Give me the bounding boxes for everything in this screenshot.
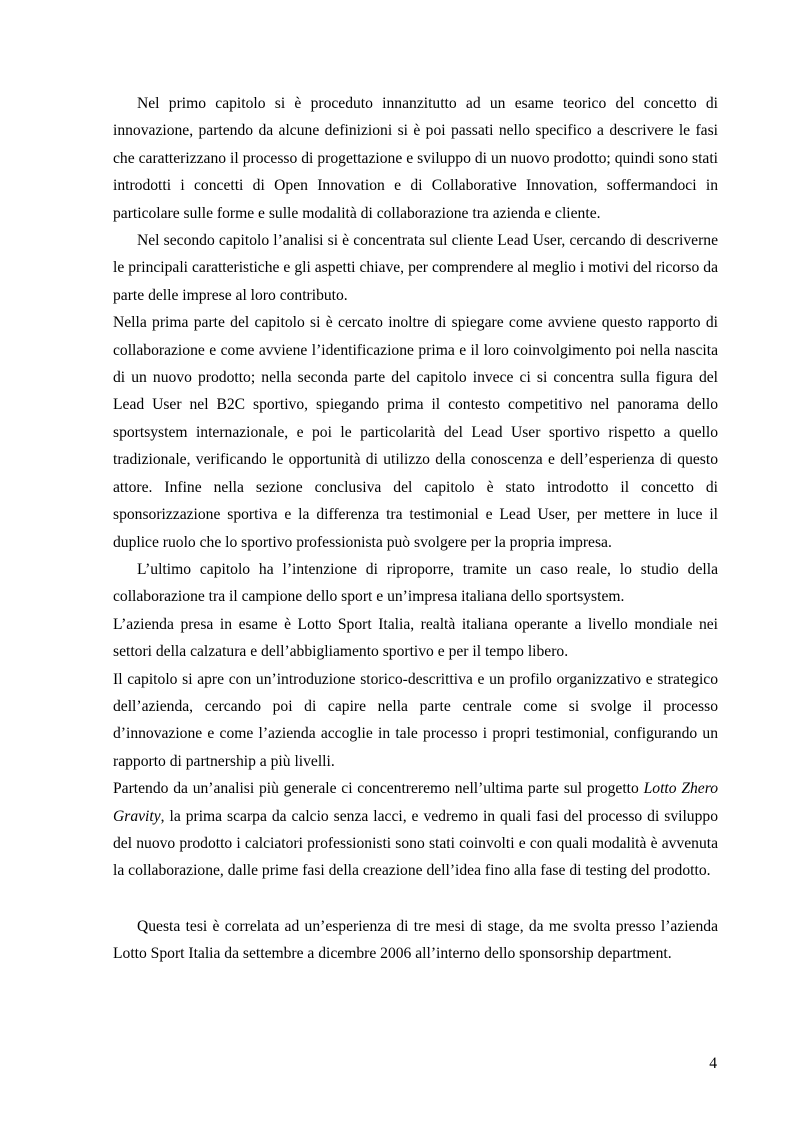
paragraph-chapter-structure: Il capitolo si apre con un’introduzione storico-descrittiva e un profilo organizzativo e strategico dell’azienda, cercando poi di capire nella parte centrale come si svolge il processo d’innovazione e come l’azienda accoglie in tale processo i propri testimonial, configurando un rapporto di partnership a più livelli. [113, 670, 718, 770]
project-name: Lotto Zhero Gravity [113, 780, 718, 825]
page-number: 4 [709, 1055, 717, 1072]
paragraph-chapter-one: Nel primo capitolo si è proceduto innanzitutto ad un esame teorico del concetto di innovazione, partendo da alcune definizioni si è poi passati nello specifico a descrivere le fasi che caratterizzano il processo di progettazione e sviluppo di un nuovo prodotto; quindi sono stati introdotti i concetti di Open Innovation e di Collaborative Innovation, soffermandoci in particolare sulle forme e sulle modalità di collaborazione tra azienda e cliente. [113, 95, 718, 222]
paragraph-project-rest: , la prima scarpa da calcio senza lacci, e vedremo in quali fasi del processo di sviluppo del nuovo prodotto i calciatori professionisti sono stati coinvolti e con quali modalità è avvenuta la collaborazione, dalle prime fasi della creazione dell’idea fino alla fase di testing del prodotto. [113, 807, 718, 880]
page-body [113, 90, 718, 968]
paragraph-internship: Questa tesi è correlata ad un’esperienza di tre mesi di stage, da me svolta presso l’azienda Lotto Sport Italia da settembre a dicembre 2006 all’interno dello sponsorship department. [113, 917, 718, 963]
paragraph-last-chapter: L’ultimo capitolo ha l’intenzione di riproporre, tramite un caso reale, lo studio della collaborazione tra il campione dello sport e un’impresa italiana dello sportsystem. [113, 560, 718, 606]
paragraph-project [113, 775, 718, 885]
paragraph-project-intro: Partendo da un’analisi più generale ci concentreremo nell’ultima parte sul progetto [113, 780, 644, 798]
paragraph-company: L’azienda presa in esame è Lotto Sport Italia, realtà italiana operante a livello mondiale nei settori della calzatura e dell’abbigliamento sportivo e per il tempo libero. [113, 615, 718, 661]
paragraph-chapter-two-detail: Nella prima parte del capitolo si è cercato inoltre di spiegare come avviene questo rapporto di collaborazione e come avviene l’identificazione prima e il loro coinvolgimento poi nella nascita di un nuovo prodotto; nella seconda parte del capitolo invece ci si concentra sulla figura del Lead User nel B2C sportivo, spiegando prima il contesto competitivo nel panorama dello sportsystem internazionale, e poi le particolarità del Lead User sportivo rispetto a quello tradizionale, verificando le opportunità di utilizzo della conoscenza e dell’esperienza di questo attore. Infine nella sezione conclusiva del capitolo è stato introdotto il concetto di sponsorizzazione sportiva e la differenza tra testimonial e Lead User, per mettere in luce il duplice ruolo che lo sportivo professionista può svolgere per la propria impresa. [113, 314, 718, 551]
paragraph-chapter-two: Nel secondo capitolo l’analisi si è concentrata sul cliente Lead User, cercando di descriverne le principali caratteristiche e gli aspetti chiave, per comprendere al meglio i motivi del ricorso da parte delle imprese al loro contributo. [113, 232, 718, 304]
